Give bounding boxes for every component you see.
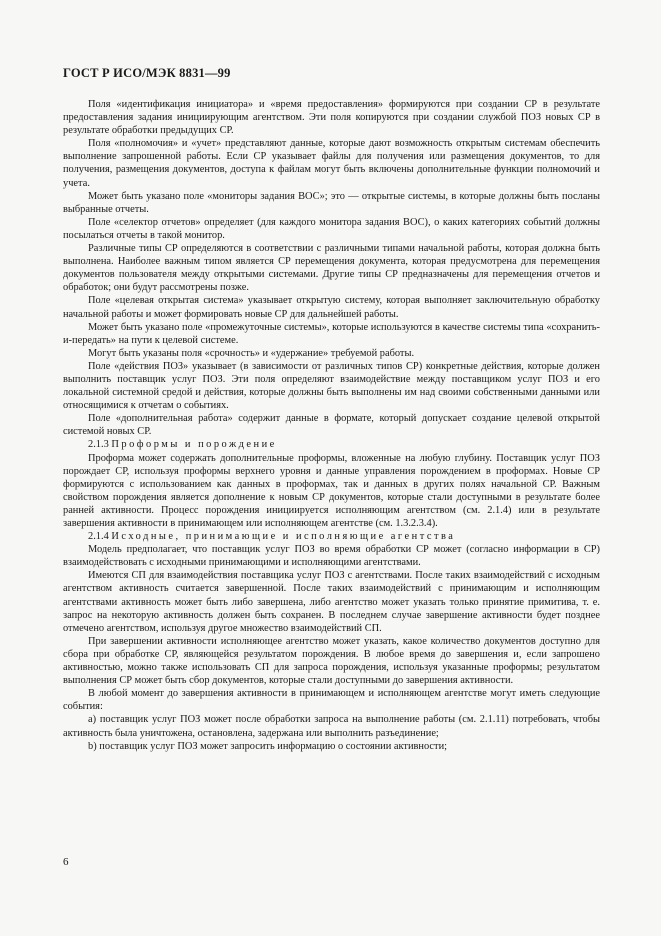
paragraph: Поле «целевая открытая система» указывает открытую систему, которая выполняет заключительную обработку начальной работы и может формировать новые СР для дальнейшей работы. <box>63 295 600 320</box>
section-number: 2.1.3 <box>88 439 109 451</box>
document-body <box>63 98 600 753</box>
list-item: b) поставщик услуг ПОЗ может запросить информацию о состоянии активности; <box>88 740 448 752</box>
list-item: a) поставщик услуг ПОЗ может после обработки запроса на выполнение работы (см. 2.1.11) потребовать, чтобы активность была уничтожена, остановлена, задержана или выполнить разъединение; <box>63 714 600 739</box>
paragraph: Поле «селектор отчетов» определяет (для каждого монитора задания ВОС), о каких категориях событий должны посылаться отчеты в такой монитор. <box>63 216 600 241</box>
paragraph: При завершении активности исполняющее агентство может указать, какое количество документов доступно для сбора при обработке СР, являющейся результатом порождения. В любое время до завершения и, если запрошено активностью, можно также использовать СП для запроса порождения, используя указанные проформы; результатом выполнения СР может быть сбор документов, которые стали доступными до завершения активности. <box>63 635 600 687</box>
paragraph: Поля «полномочия» и «учет» представляют данные, которые дают возможность открытым системам обеспечить выполнение запрошенной работы. Если СР указывает файлы для получения или размещения документов, то для получения, размещения документов, доступа к файлам могут быть включены дополнительные функции полномочий и учета. <box>63 138 600 189</box>
paragraph: Имеются СП для взаимодействия поставщика услуг ПОЗ с агентствами. После таких взаимодействий с исходным агентством активность считается завершенной. После таких взаимодействий с принимающим и исполняющим агентствами активность может быть либо завершена, либо агентство может указать только принятие примитива, т. е. запрос на некоторую активность должен быть сохранен. В последнем случае завершение активности будет позднее отмечено агентством, используя другое множество взаимодействий СП. <box>63 570 600 634</box>
section-title: Исходные, принимающие и исполняющие агентства <box>111 531 456 543</box>
paragraph: Может быть указано поле «промежуточные системы», которые используются в качестве системы типа «сохранить-и-передать» на пути к целевой системе. <box>63 321 600 346</box>
section-heading-2-1-3 <box>63 438 600 451</box>
section-title: Проформы и порождение <box>111 439 277 451</box>
paragraph: Может быть указано поле «мониторы задания ВОС»; это — открытые системы, в которые должны быть посланы выбранные отчеты. <box>63 190 600 215</box>
section-number: 2.1.4 <box>88 531 109 543</box>
paragraph: Различные типы СР определяются в соответствии с различными типами начальной работы, которая должна быть выполнена. Наиболее важным типом является СР перемещения документа, которая предусмотрена для перемещения документов пользователя между открытыми системами. Другие типы СР предназначены для перемещения отчетов и обработок; они будут рассмотрены позже. <box>63 243 600 294</box>
paragraph: Проформа может содержать дополнительные проформы, вложенные на любую глубину. Поставщик услуг ПОЗ порождает СР, используя проформы верхнего уровня и данные управления порождением в проформах. Новые СР формируются с использованием как данных в проформах, так и данных в других полях начальной СР. Важным свойством порождения является дополнение к новым СР документов, которые стали доступными в результате более ранней активности. Процесс порождения инициируется исполняющим агентством (см. 2.1.4) или в результате завершения активности в принимающем или исполняющем агентстве (см. 1.3.2.3.4). <box>63 452 600 529</box>
paragraph: Модель предполагает, что поставщик услуг ПОЗ во время обработки СР может (согласно информации в СР) взаимодействовать с исходными принимающими и исполняющими агентствами. <box>63 544 600 569</box>
section-heading-2-1-4 <box>63 530 600 543</box>
paragraph: Могут быть указаны поля «срочность» и «удержание» требуемой работы. <box>88 347 415 359</box>
page-number: 6 <box>63 856 69 868</box>
paragraph: Поле «дополнительная работа» содержит данные в формате, который допускает создание целевой открытой системой новых СР. <box>63 413 600 438</box>
paragraph: Поле «действия ПОЗ» указывает (в зависимости от различных типов СР) конкретные действия, которые должен выполнить поставщик услуг ПОЗ. Эти поля определяют взаимодействие между поставщиком услуг ПОЗ и его локальной системной средой и действия, которые должны быть выполнены им над своими собственными данными или относящимися к отчетам о событиях. <box>63 360 600 412</box>
document-header: ГОСТ Р ИСО/МЭК 8831—99 <box>63 66 231 80</box>
paragraph: Поля «идентификация инициатора» и «время предоставления» формируются при создании СР в результате предоставления задания инициирующим агентством. Эти поля копируются при создании службой ПОЗ новых СР в результате обработки предыдущих СР. <box>63 99 600 137</box>
paragraph: В любой момент до завершения активности в принимающем и исполняющем агентстве могут иметь следующие события: <box>63 688 600 713</box>
